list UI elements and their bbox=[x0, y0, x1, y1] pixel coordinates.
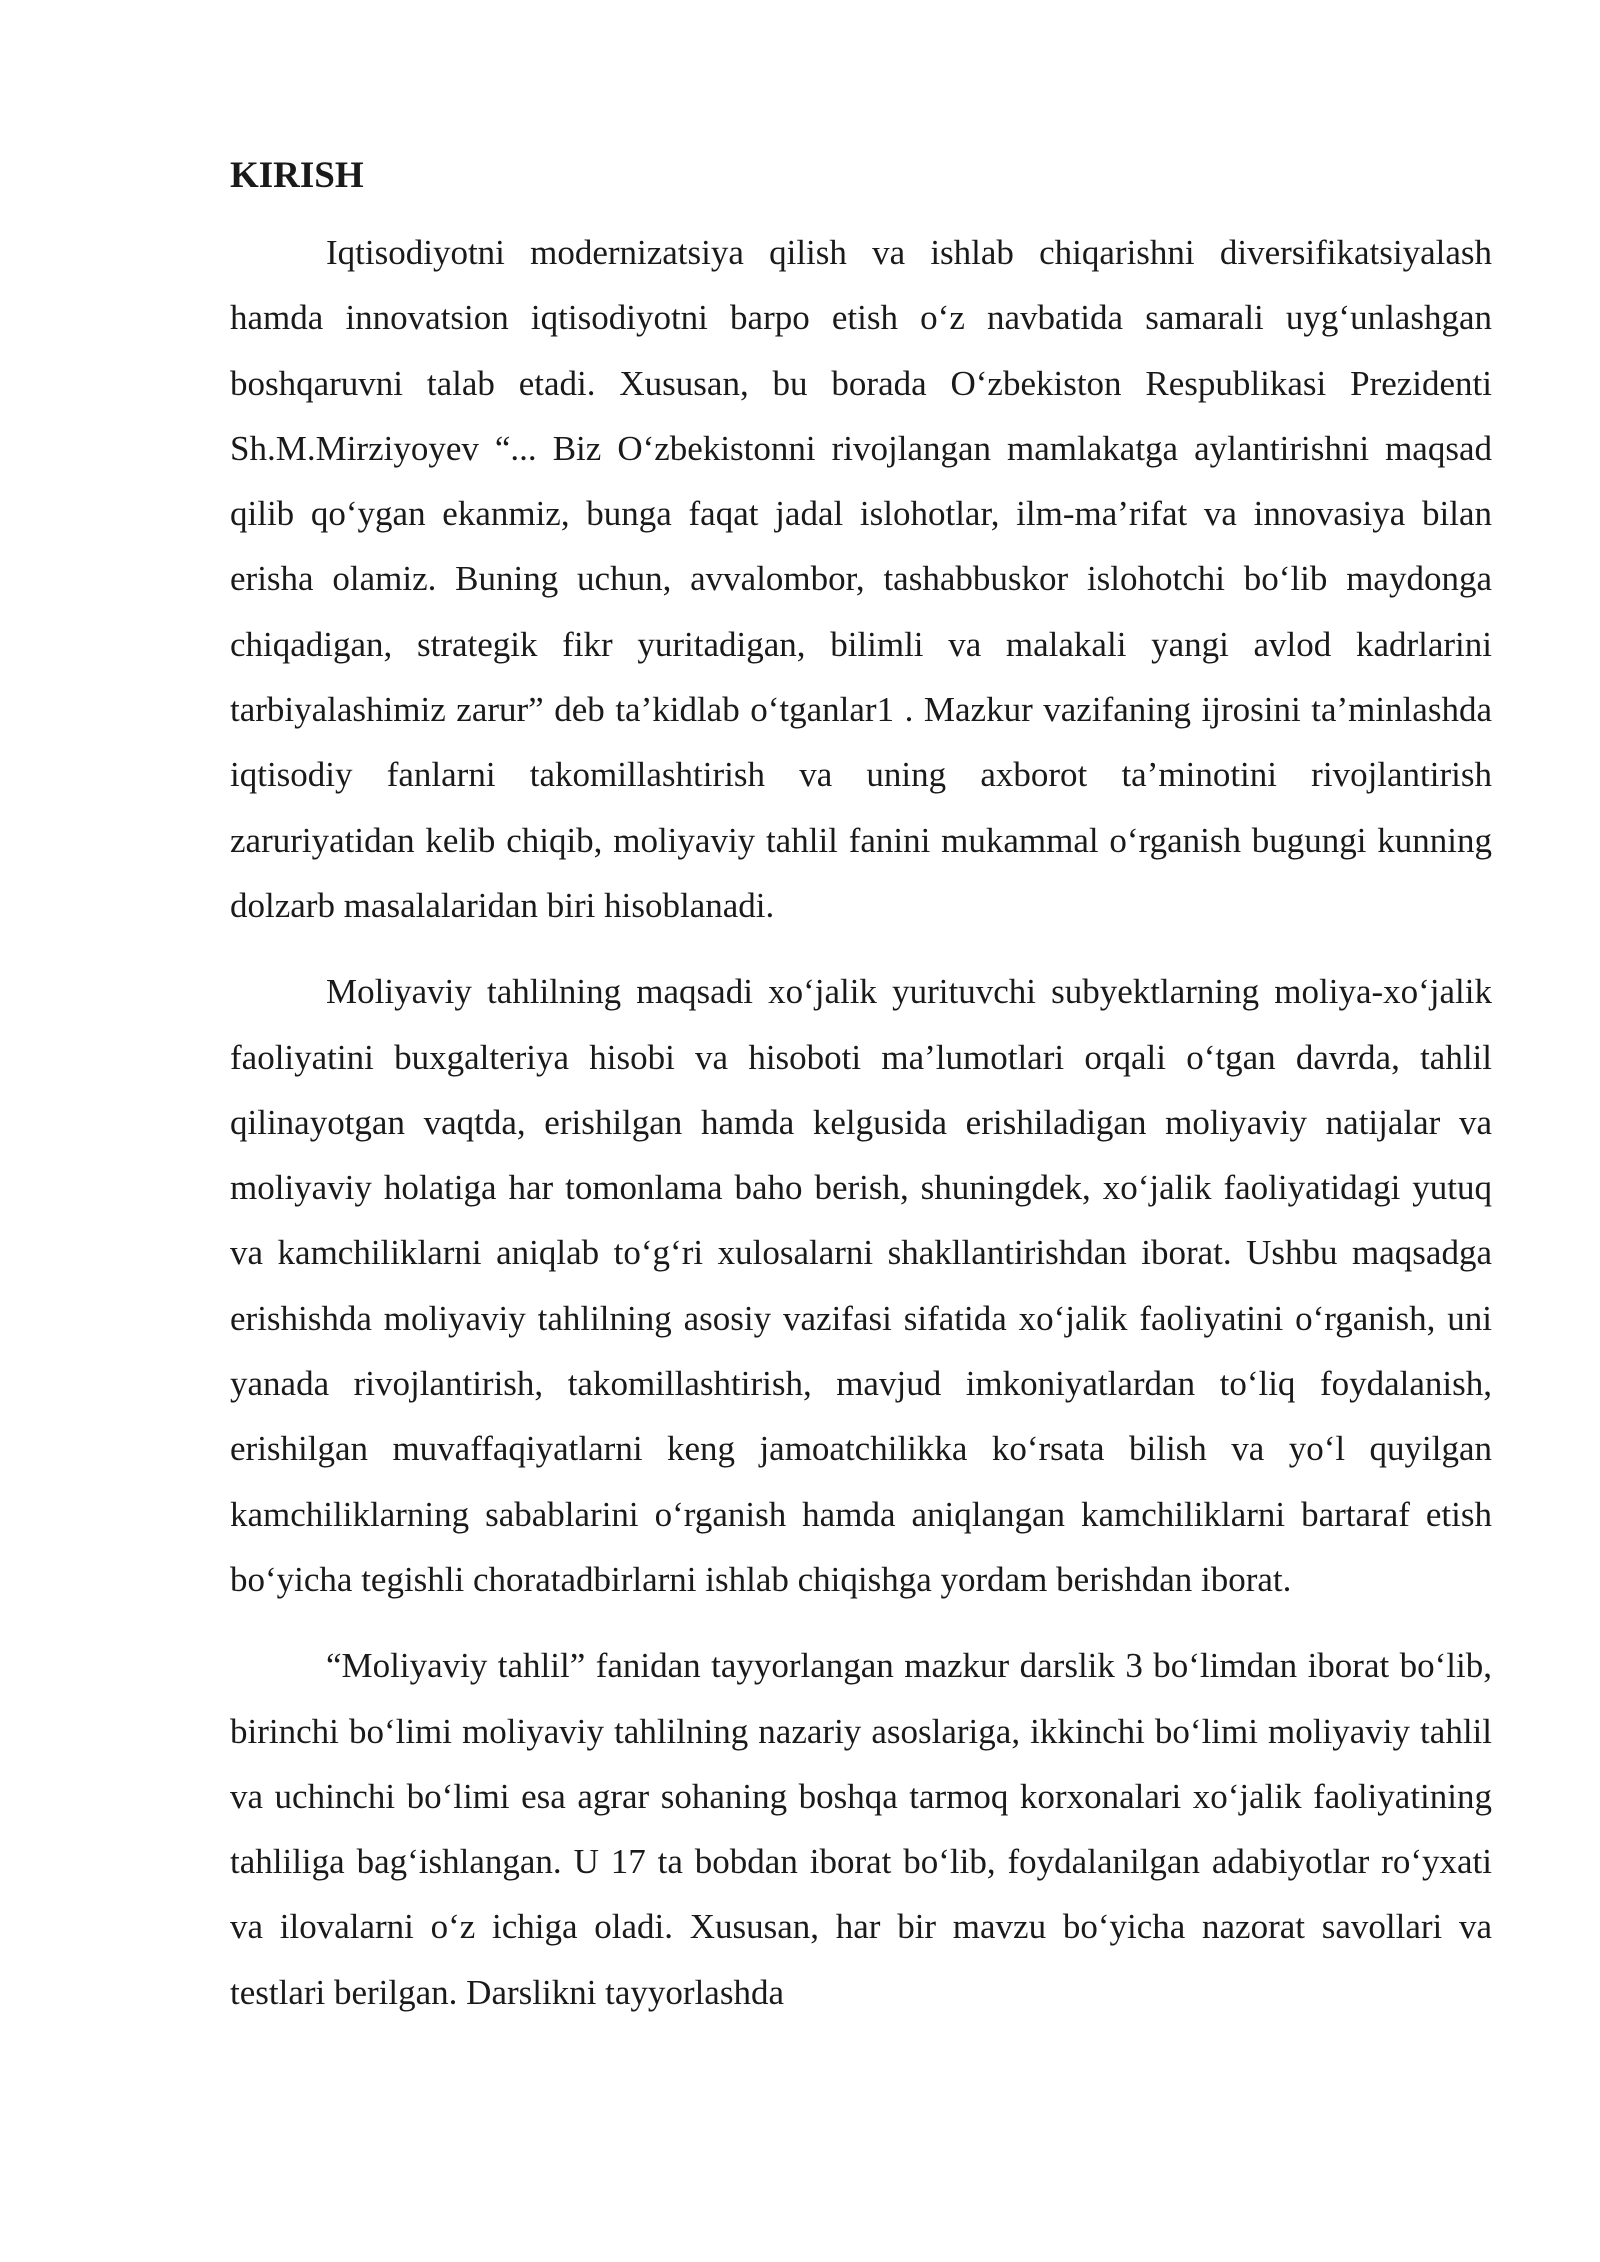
document-body bbox=[230, 150, 1492, 2025]
paragraph: “Moliyaviy tahlil” fanidan tayyorlangan mazkur darslik 3 bo‘limdan iborat bo‘lib, birinchi bo‘limi moliyaviy tahlilning nazariy asoslariga, ikkinchi bo‘limi moliyaviy tahlil va uchinchi bo‘limi esa agrar sohaning boshqa tarmoq korxonalari xo‘jalik faoliyatining tahliliga bag‘ishlangan. U 17 ta bobdan iborat bo‘lib, foydalanilgan adabiyotlar ro‘yxati va ilovalarni o‘z ichiga oladi. Xususan, har bir mavzu bo‘yicha nazorat savollari va testlari berilgan. Darslikni tayyorlashda bbox=[230, 1646, 1492, 2012]
section-heading: KIRISH bbox=[230, 155, 364, 196]
paragraph: Moliyaviy tahlilning maqsadi xo‘jalik yurituvchi subyektlarning moliya-xo‘jalik faoliyatini buxgalteriya hisobi va hisoboti ma’lumotlari orqali o‘tgan davrda, tahlil qilinayotgan vaqtda, erishilgan hamda kelgusida erishiladigan moliyaviy natijalar va moliyaviy holatiga har tomonlama baho berish, shuningdek, xo‘jalik faoliyatidagi yutuq va kamchiliklarni aniqlab to‘g‘ri xulosalarni shakllantirishdan iborat. Ushbu maqsadga erishishda moliyaviy tahlilning asosiy vazifasi sifatida xo‘jalik faoliyatini o‘rganish, uni yanada rivojlantirish, takomillashtirish, mavjud imkoniyatlardan to‘liq foydalanish, erishilgan muvaffaqiyatlarni keng jamoatchilikka ko‘rsata bilish va yo‘l quyilgan kamchiliklarning sabablarini o‘rganish hamda aniqlangan kamchiliklarni bartaraf etish bo‘yicha tegishli choratadbirlarni ishlab chiqishga yordam berishdan iborat. bbox=[230, 972, 1492, 1599]
paragraph: Iqtisodiyotni modernizatsiya qilish va ishlab chiqarishni diversifikatsiyalash hamda innovatsion iqtisodiyotni barpo etish o‘z navbatida samarali uyg‘unlashgan boshqaruvni talab etadi. Xususan, bu borada O‘zbekiston Respublikasi Prezidenti Sh.M.Mirziyoyev “... Biz O‘zbekistonni rivojlangan mamlakatga aylantirishni maqsad qilib qo‘ygan ekanmiz, bunga faqat jadal islohotlar, ilm-ma’rifat va innovasiya bilan erisha olamiz. Buning uchun, avvalombor, tashabbuskor islohotchi bo‘lib maydonga chiqadigan, strategik fikr yuritadigan, bilimli va malakali yangi avlod kadrlarini tarbiyalashimiz zarur” deb ta’kidlab o‘tganlar1 . Mazkur vazifaning ijrosini ta’minlashda iqtisodiy fanlarni takomillashtirish va uning axborot ta’minotini rivojlantirish zaruriyatidan kelib chiqib, moliyaviy tahlil fanini mukammal o‘rganish bugungi kunning dolzarb masalalaridan biri hisoblanadi. bbox=[230, 233, 1492, 925]
